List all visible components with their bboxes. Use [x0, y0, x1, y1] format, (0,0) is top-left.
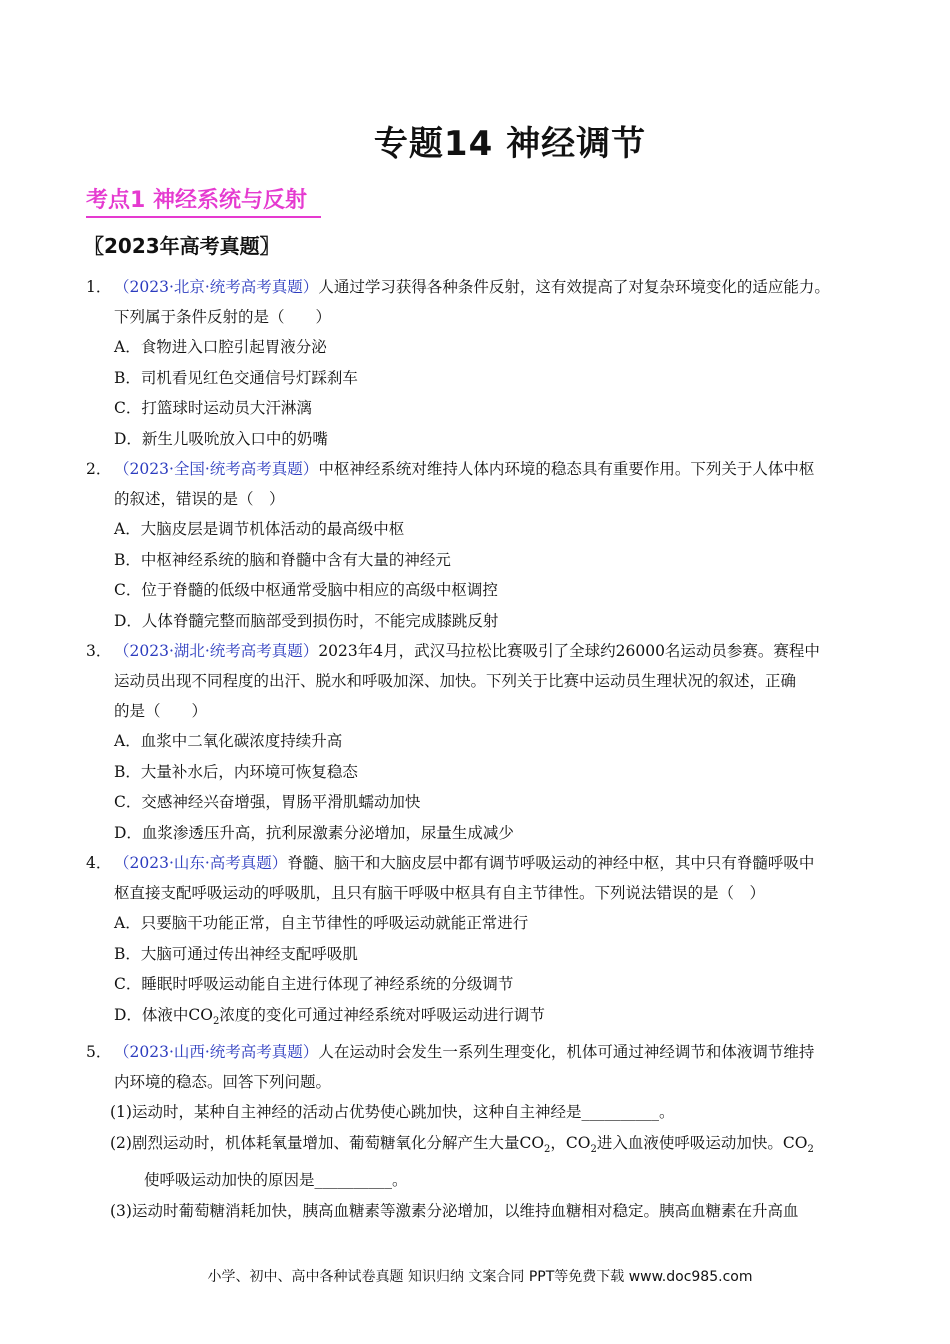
option-c: C．打篮球时运动员大汗淋漓 [114, 399, 312, 417]
question-source: （2023·湖北·统考高考真题） [114, 642, 319, 660]
question-source: （2023·北京·统考高考真题） [114, 278, 319, 296]
question-4 [86, 848, 876, 908]
option-c: C．交感神经兴奋增强，胃肠平滑肌蠕动加快 [114, 793, 421, 811]
option-a: A．血浆中二氧化碳浓度持续升高 [114, 732, 343, 750]
question-text: 中枢神经系统对维持人体内环境的稳态具有重要作用。下列关于人体中枢 [318, 460, 815, 478]
question-5 [86, 1037, 876, 1097]
question-number: 3． [86, 642, 112, 660]
question-source: （2023·全国·统考高考真题） [114, 460, 319, 478]
option-d-text-cont: 浓度的变化可通过神经系统对呼吸运动进行调节 [219, 1005, 545, 1024]
option-a: A．只要脑干功能正常，自主节律性的呼吸运动就能正常进行 [114, 914, 529, 932]
subscript: 2 [807, 1143, 814, 1155]
question-2 [86, 454, 876, 514]
question-1 [86, 272, 876, 332]
option-d-text: D．体液中CO [114, 1005, 213, 1024]
option-b: B．大量补水后，内环境可恢复稳态 [114, 762, 358, 781]
sub-question-2 [86, 1128, 876, 1166]
question-number: 1． [86, 278, 112, 296]
option-d: D．新生儿吸吮放入口中的奶嘴 [114, 429, 328, 448]
question-text-cont: 的是（ ） [114, 702, 208, 720]
question-number: 5． [86, 1043, 112, 1062]
sub-question-1: (1)运动时，某种自主神经的活动占优势使心跳加快，这种自主神经是__________。 [110, 1103, 675, 1122]
option-c: C．位于脊髓的低级中枢通常受脑中相应的高级中枢调控 [114, 581, 498, 599]
sub-question-text: 进入血液使呼吸运动加快。CO [596, 1133, 808, 1152]
question-text: 2023年4月，武汉马拉松比赛吸引了全球约26000名运动员参赛。赛程中 [318, 642, 820, 660]
question-text-cont: 枢直接支配呼吸运动的呼吸肌，且只有脑干呼吸中枢具有自主节律性。下列说法错误的是（ ） [114, 884, 766, 902]
question-3 [86, 636, 876, 726]
subscript: 2 [544, 1143, 551, 1155]
sub-question-text: ，CO [550, 1133, 591, 1152]
page-title: 专题14 神经调节 [373, 124, 647, 164]
question-text: 脊髓、脑干和大脑皮层中都有调节呼吸运动的神经中枢，其中只有脊髓呼吸中 [287, 854, 815, 872]
option-a: A．大脑皮层是调节机体活动的最高级中枢 [114, 520, 405, 538]
option-d: D．人体脊髓完整而脑部受到损伤时，不能完成膝跳反射 [114, 611, 499, 630]
option-d: D．血浆渗透压升高，抗利尿激素分泌增加，尿量生成减少 [114, 823, 514, 842]
section-heading: 〖2023年高考真题〗 [84, 234, 280, 258]
sub-question-2-cont: 使呼吸运动加快的原因是__________。 [144, 1171, 408, 1190]
question-text-cont: 下列属于条件反射的是（ ） [114, 308, 332, 326]
option-b: B．中枢神经系统的脑和脊髓中含有大量的神经元 [114, 550, 451, 569]
option-c: C．睡眠时呼吸运动能自主进行体现了神经系统的分级调节 [114, 975, 514, 993]
subscript: 2 [213, 1015, 220, 1027]
option-b: B．司机看见红色交通信号灯踩刹车 [114, 368, 358, 387]
question-text: 人通过学习获得各种条件反射，这有效提高了对复杂环境变化的适应能力。 [318, 278, 830, 296]
subscript: 2 [590, 1143, 597, 1155]
question-number: 4． [86, 854, 112, 872]
question-text-cont: 运动员出现不同程度的出汗、脱水和呼吸加深、加快。下列关于比赛中运动员生理状况的叙述，正确 [114, 672, 797, 690]
question-source: （2023·山西·统考高考真题） [114, 1043, 319, 1062]
option-b: B．大脑可通过传出神经支配呼吸肌 [114, 944, 358, 963]
page-footer: 小学、初中、高中各种试卷真题 知识归纳 文案合同 PPT等免费下载 www.doc985.com [207, 1269, 753, 1285]
question-text-cont: 内环境的稳态。回答下列问题。 [114, 1073, 332, 1092]
option-d [86, 1000, 876, 1038]
sub-question-text: (2)剧烈运动时，机体耗氧量增加、葡萄糖氧化分解产生大量CO [110, 1133, 545, 1152]
question-text: 人在运动时会发生一系列生理变化，机体可通过神经调节和体液调节维持 [318, 1043, 815, 1062]
topic-heading: 考点1 神经系统与反射 [86, 186, 321, 218]
question-list [86, 272, 876, 1226]
option-a: A．食物进入口腔引起胃液分泌 [114, 338, 327, 356]
question-source: （2023·山东·高考真题） [114, 854, 288, 872]
sub-question-3: (3)运动时葡萄糖消耗加快，胰高血糖素等激素分泌增加，以维持血糖相对稳定。胰高血糖素在升高血 [110, 1201, 799, 1220]
question-number: 2． [86, 460, 112, 478]
question-text-cont: 的叙述，错误的是（ ） [114, 490, 285, 508]
